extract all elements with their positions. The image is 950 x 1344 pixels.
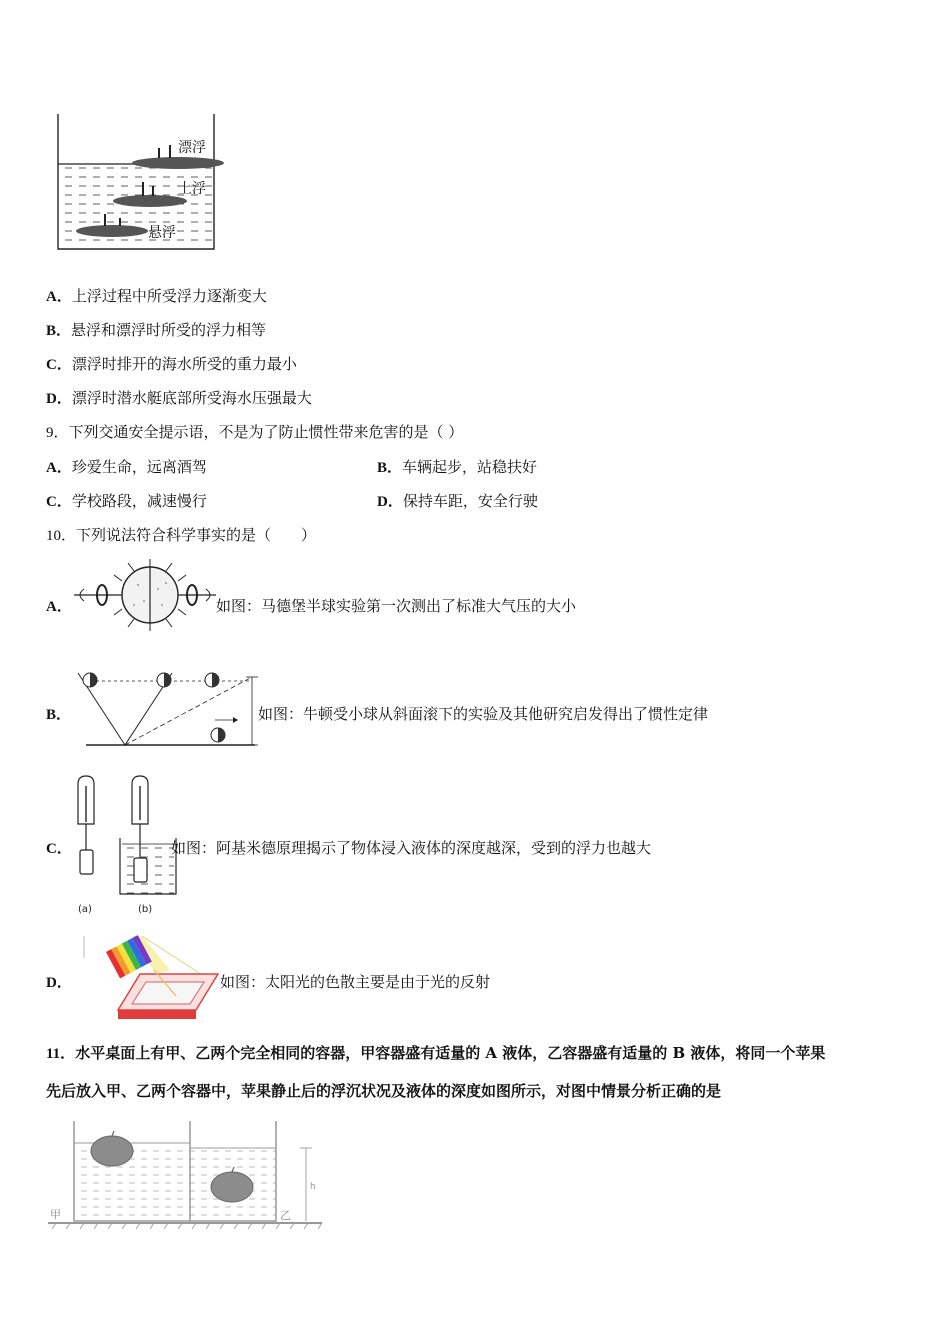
q9-option-d: D．保持车距，安全行驶 — [377, 492, 538, 510]
q10-option-c-letter: C． — [46, 841, 72, 857]
q8-option-d: D．漂浮时潜水艇底部所受海水压强最大 — [46, 389, 312, 407]
inclined-plane-figure — [70, 665, 260, 750]
q10-option-a-text: 如图：马德堡半球实验第一次测出了标准大气压的大小 — [216, 597, 577, 615]
q11-stem-line1: 11．水平桌面上有甲、乙两个完全相同的容器，甲容器盛有适量的 A 液体，乙容器盛有适量的 B 液体，将同一个苹果 — [46, 1044, 826, 1062]
light-dispersion-figure — [70, 930, 220, 1022]
q8-option-a: A．上浮过程中所受浮力逐渐变大 — [46, 287, 267, 305]
label-h: h — [310, 1182, 316, 1192]
q10-option-c-text: 如图：阿基米德原理揭示了物体浸入液体的深度越深，受到的浮力也越大 — [171, 839, 652, 857]
magdeburg-hemispheres-figure — [70, 555, 220, 635]
label-b: (b) — [138, 904, 153, 915]
label-suspended: 悬浮 — [148, 225, 176, 241]
label-floating: 漂浮 — [178, 140, 206, 156]
q10-option-b-letter: B． — [46, 707, 72, 723]
label-yi: 乙 — [280, 1209, 291, 1222]
q10-option-d-text: 如图：太阳光的色散主要是由于光的反射 — [220, 973, 491, 991]
q11-stem-line2: 先后放入甲、乙两个容器中，苹果静止后的浮沉状况及液体的深度如图所示，对图中情景分析正确的是 — [46, 1082, 722, 1100]
q10-option-a-letter: A． — [46, 599, 72, 615]
q9-option-c: C．学校路段，减速慢行 — [46, 492, 207, 510]
label-jia: 甲 — [50, 1208, 61, 1221]
q10-option-b-text: 如图：牛顿受小球从斜面滚下的实验及其他研究启发得出了惯性定律 — [258, 705, 709, 723]
q10-stem: 10．下列说法符合科学事实的是（ ） — [46, 526, 317, 544]
q9-option-a: A．珍爱生命，远离酒驾 — [46, 458, 207, 476]
submarine-figure — [50, 110, 225, 255]
spring-scale-figure — [70, 772, 180, 917]
label-rising: 上浮 — [178, 181, 206, 197]
apple-containers-figure — [44, 1115, 326, 1235]
q9-option-b: B．车辆起步，站稳扶好 — [377, 458, 538, 476]
q10-option-d-letter: D． — [46, 975, 72, 991]
q8-option-c: C．漂浮时排开的海水所受的重力最小 — [46, 355, 297, 373]
label-a: (a) — [78, 904, 92, 915]
q9-stem: 9．下列交通安全提示语，不是为了防止惯性带来危害的是（ ） — [46, 423, 464, 441]
q8-option-b: B．悬浮和漂浮时所受的浮力相等 — [46, 321, 267, 339]
